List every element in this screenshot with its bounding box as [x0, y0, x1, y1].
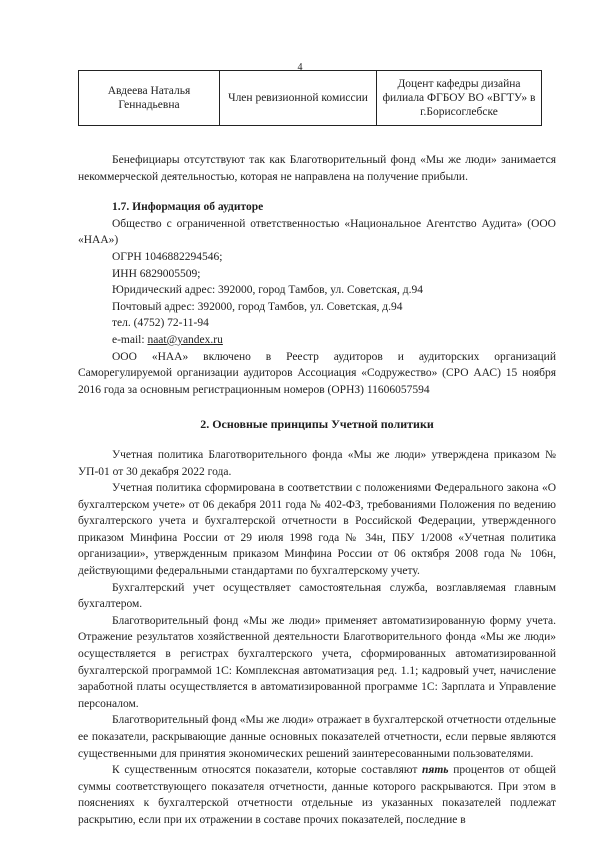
auditor-email-line: [78, 332, 556, 349]
auditor-postal-address: Почтовый адрес: 392000, город Тамбов, ул. Советская, д.94: [112, 300, 403, 313]
auditor-heading: 1.7. Информация об аудиторе: [112, 201, 264, 214]
auditor-legal-address: Юридический адрес: 392000, город Тамбов, ул. Советская, д.94: [112, 284, 423, 297]
policy-paragraph-6: [78, 762, 556, 828]
auditor-intro: Общество с ограниченной ответственностью «Национальное Агентство Аудита» (ООО «НАА»): [78, 217, 556, 247]
commission-members-table: [78, 70, 542, 126]
policy-paragraph-2: Учетная политика сформирована в соответствии с положениями Федерального закона «О бухгалтерском учете» от 06 декабря 2011 года № 402-ФЗ, требованиями Положения по ведению бухгалтерского учета и бухгалтерской отчетности в Российской Федерации, утвержденного приказом Минфина России от 29 июля 1998 года № 34н, ПБУ 1/2008 «Учетная политика организации», утвержденным приказом Минфина России от 06 октября 2008 года № 106н, действующими федеральными стандартами по бухгалтерскому учету.: [78, 482, 556, 578]
member-position-cell: Доцент кафедры дизайна филиала ФГБОУ ВО «ВГТУ» в г.Борисоглебске: [377, 71, 542, 126]
p6-text-after: процентов от общей суммы соответствующего показателя отчетности, данные которого раскрываются. При этом в пояснениях к бухгалтерской отчетности отдельные из указанных показателей подлежат раскрытию, если при их отражении в составе прочих показателей, последние в: [78, 764, 557, 826]
email-label: e-mail:: [112, 333, 148, 346]
auditor-ogrn: ОГРН 1046882294546;: [112, 250, 223, 263]
beneficiaries-paragraph: Бенефициары отсутствуют так как Благотворительный фонд «Мы же люди» занимается некоммерческой деятельностью, которая не направлена на получение прибыли.: [78, 154, 556, 183]
policy-paragraph-4: Благотворительный фонд «Мы же люди» применяет автоматизированную форму учета. Отражение результатов хозяйственной деятельности Благотворительного фонда «Мы же люди» осуществляется в регистрах бухгалтерского учета, сформированных автоматизированной бухгалтерской программой 1С: Комплексная автоматизация ред. 1.1; кадровый учет, начисление заработной платы осуществляется в автоматизированной программе 1С: Зарплата и Управление персоналом.: [78, 614, 556, 710]
section-2-heading: 2. Основные принципы Учетной политики: [200, 417, 434, 432]
table-row: [79, 71, 542, 126]
policy-paragraph-1: Учетная политика Благотворительного фонда «Мы же люди» утверждена приказом № УП-01 от 30 декабря 2022 года.: [78, 448, 556, 478]
auditor-registry: ООО «НАА» включено в Реестр аудиторов и аудиторских организаций Саморегулируемой организации аудиторов Ассоциация «Содружество» (СРО ААС) 15 ноября 2016 года за основным регистрационным номеров (ОРНЗ) 11606057594: [78, 350, 556, 396]
p6-text-before: К существенным относятся показатели, которые составляют: [112, 764, 423, 777]
email-link[interactable]: naat@yandex.ru: [147, 333, 223, 346]
document-body: [78, 152, 556, 829]
auditor-inn: ИНН 6829005509;: [112, 267, 201, 280]
policy-paragraph-3: Бухгалтерский учет осуществляет самостоятельная служба, возглавляемая главным бухгалтером.: [78, 581, 556, 611]
policy-paragraph-5: Благотворительный фонд «Мы же люди» отражает в бухгалтерской отчетности отдельные ее показатели, раскрывающие данные основных показателей отчетности, если первые являются существенными для принятия экономических решений заинтересованными пользователями.: [78, 714, 556, 760]
page-number: 4: [297, 62, 303, 73]
member-name-cell: Авдеева Наталья Геннадьевна: [79, 71, 220, 126]
member-role-cell: Член ревизионной комиссии: [220, 71, 377, 126]
auditor-phone: тел. (4752) 72-11-94: [112, 317, 209, 330]
p6-bold-word: пять: [422, 764, 449, 777]
